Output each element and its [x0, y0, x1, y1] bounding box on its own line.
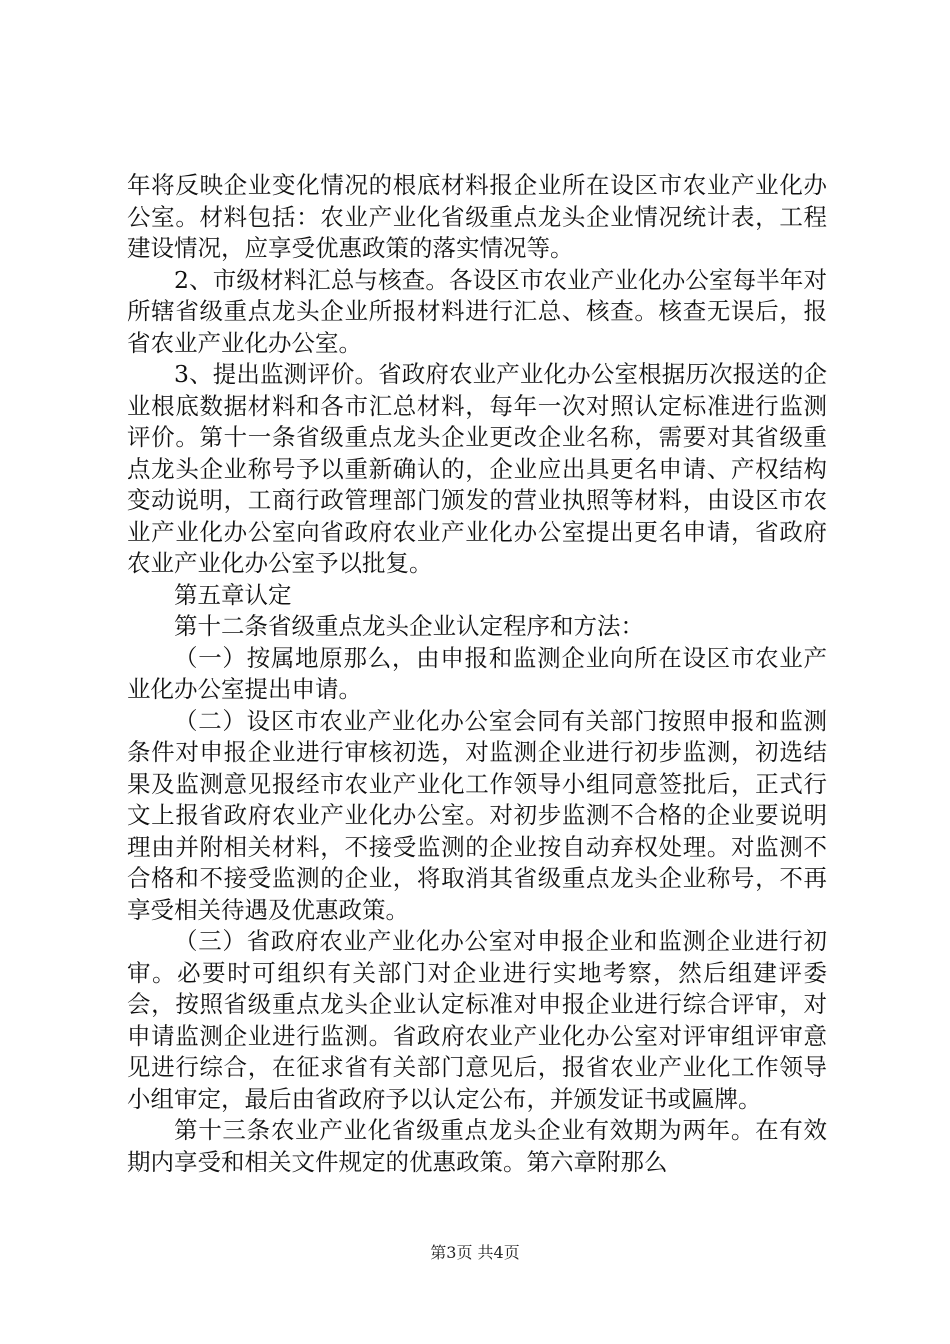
- paragraph: 第十三条农业产业化省级重点龙头企业有效期为两年。在有效期内享受和相关文件规定的优惠政策。第六章附那么: [127, 1116, 827, 1176]
- page-number-footer: 第3页 共4页: [430, 1243, 520, 1262]
- paragraph: （三）省政府农业产业化办公室对申报企业和监测企业进行初审。必要时可组织有关部门对企业进行实地考察，然后组建评委会，按照省级重点龙头企业认定标准对申报企业进行综合评审，对申请监测企业进行监测。省政府农业产业化办公室对评审组评审意见进行综合，在征求省有关部门意见后，报省农业产业化工作领导小组审定，最后由省政府予以认定公布，并颁发证书或匾牌。: [127, 927, 827, 1113]
- chapter-heading: 第五章认定: [174, 580, 292, 609]
- paragraph: （一）按属地原那么，由申报和监测企业向所在设区市农业产业化办公室提出申请。: [127, 643, 827, 703]
- paragraph: （二）设区市农业产业化办公室会同有关部门按照申报和监测条件对申报企业进行审核初选，对监测企业进行初步监测，初选结果及监测意见报经市农业产业化工作领导小组同意签批后，正式行文上报省政府农业产业化办公室。对初步监测不合格的企业要说明理由并附相关材料，不接受监测的企业按自动弃权处理。对监测不合格和不接受监测的企业，将取消其省级重点龙头企业称号，不再享受相关待遇及优惠政策。: [127, 706, 827, 924]
- document-body: [127, 170, 827, 1178]
- paragraph: 3、提出监测评价。省政府农业产业化办公室根据历次报送的企业根底数据材料和各市汇总材料，每年一次对照认定标准进行监测评价。第十一条省级重点龙头企业更改企业名称，需要对其省级重点龙头企业称号予以重新确认的，企业应出具更名申请、产权结构变动说明，工商行政管理部门颁发的营业执照等材料，由设区市农业产业化办公室向省政府农业产业化办公室提出更名申请，省政府农业产业化办公室予以批复。: [127, 360, 827, 577]
- paragraph: 2、市级材料汇总与核查。各设区市农业产业化办公室每半年对所辖省级重点龙头企业所报材料进行汇总、核查。核查无误后，报省农业产业化办公室。: [127, 265, 827, 357]
- paragraph: 年将反映企业变化情况的根底材料报企业所在设区市农业产业化办公室。材料包括：农业产业化省级重点龙头企业情况统计表，工程建设情况，应享受优惠政策的落实情况等。: [127, 171, 827, 262]
- paragraph: 第十二条省级重点龙头企业认定程序和方法：: [174, 612, 644, 640]
